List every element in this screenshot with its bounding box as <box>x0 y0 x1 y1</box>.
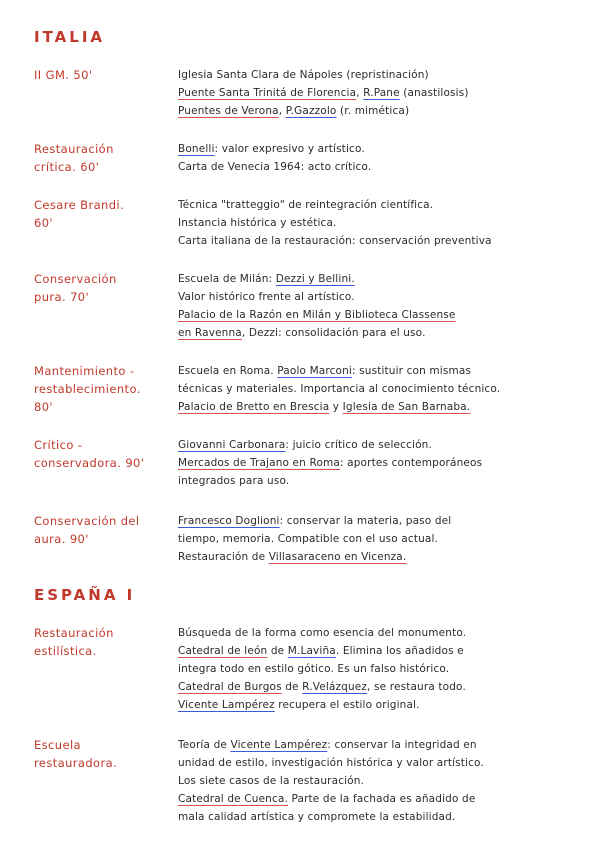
entry-label <box>34 736 164 772</box>
note-text: : valor expresivo y artístico. <box>214 143 365 155</box>
entry-label-line: pura. 70' <box>34 290 90 304</box>
note-text: Técnica "tratteggio" de reintegración científica. <box>178 199 434 211</box>
note-text: , Dezzi: consolidación para el uso. <box>241 327 426 339</box>
note-line <box>178 454 588 472</box>
note-line <box>178 436 588 454</box>
entry-label-line: Restauración <box>34 626 114 640</box>
note-text: Restauración de <box>178 551 269 563</box>
note-line <box>178 512 588 530</box>
underlined-author-text: P.Gazzolo <box>285 105 337 117</box>
note-text: : conservar la materia, paso del <box>279 515 452 527</box>
entry-body <box>178 512 588 566</box>
note-text: Valor histórico frente al artístico. <box>178 291 355 303</box>
note-line <box>178 398 588 416</box>
note-text: , <box>278 105 286 117</box>
underlined-author-text: Dezzi y Bellini. <box>275 273 355 285</box>
note-line <box>178 288 588 306</box>
entry-body <box>178 436 588 490</box>
entry-body <box>178 624 588 714</box>
note-line <box>178 530 588 548</box>
underlined-author-text: Francesco Doglioni <box>178 515 280 527</box>
underlined-work-text: Catedral de león <box>178 645 268 657</box>
note-line <box>178 808 588 826</box>
note-line <box>178 472 588 490</box>
underlined-author-text: M.Laviña <box>287 645 336 657</box>
entry-body <box>178 270 588 342</box>
entry-label-line: crítica. 60' <box>34 160 100 174</box>
note-line <box>178 790 588 808</box>
entry-label <box>34 66 164 84</box>
note-text: de <box>281 681 303 693</box>
note-line <box>178 158 588 176</box>
entry-label-line: estilística. <box>34 644 97 658</box>
note-line <box>178 362 588 380</box>
entry-label-line: conservadora. 90' <box>34 456 145 470</box>
note-line <box>178 270 588 288</box>
entry-label-line: Restauración <box>34 142 114 156</box>
entry-label-line: 60' <box>34 216 53 230</box>
note-text: técnicas y materiales. Importancia al conocimiento técnico. <box>178 383 501 395</box>
note-text: tiempo, memoria. Compatible con el uso actual. <box>178 533 439 545</box>
note-text: unidad de estilo, investigación histórica y valor artístico. <box>178 757 484 769</box>
note-line <box>178 66 588 84</box>
note-line <box>178 214 588 232</box>
note-text: , se restaura todo. <box>367 681 466 693</box>
note-text: integra todo en estilo gótico. Es un falso histórico. <box>178 663 450 675</box>
note-line <box>178 84 588 102</box>
note-line <box>178 642 588 660</box>
note-text: Búsqueda de la forma como esencia del monumento. <box>178 627 467 639</box>
note-text: Carta italiana de la restauración: conservación preventiva <box>178 235 492 247</box>
underlined-author-text: Vicente Lampérez <box>178 699 275 711</box>
note-line <box>178 678 588 696</box>
underlined-work-text: Catedral de Cuenca. <box>178 793 288 805</box>
entry-label <box>34 436 164 472</box>
entry-label-line: Conservación del <box>34 514 140 528</box>
entry-label-line: Escuela <box>34 738 81 752</box>
note-text: Escuela en Roma. <box>178 365 278 377</box>
note-text: : conservar la integridad en <box>327 739 477 751</box>
underlined-work-text: Puentes de Verona <box>178 105 279 117</box>
note-line <box>178 102 588 120</box>
note-text: (r. mimética) <box>336 105 410 117</box>
note-line <box>178 232 588 250</box>
note-text: de <box>267 645 288 657</box>
note-text: (anastilosis) <box>399 87 469 99</box>
entry-label <box>34 624 164 660</box>
note-text: (repristinación) <box>346 69 429 81</box>
note-line <box>178 548 588 566</box>
note-line <box>178 140 588 158</box>
underlined-author-text: Giovanni Carbonara <box>178 439 286 451</box>
note-line <box>178 696 588 714</box>
note-line <box>178 772 588 790</box>
entry-label <box>34 196 164 232</box>
underlined-author-text: R.Velázquez <box>302 681 368 693</box>
entry-label <box>34 362 164 416</box>
note-text: : sustituir con mismas <box>351 365 472 377</box>
entry-body <box>178 736 588 826</box>
entry-label-line: restablecimiento. <box>34 382 141 396</box>
underlined-work-text: Palacio de Bretto en Brescia <box>178 401 330 413</box>
underlined-author-text: Vicente Lampérez <box>230 739 328 751</box>
entry-label-line: Mantenimiento - <box>34 364 135 378</box>
entry-label-line: II GM. 50' <box>34 68 93 82</box>
entry-body <box>178 140 588 176</box>
underlined-work-text: Mercados de Trajano en Roma <box>178 457 340 469</box>
entry-label-line: restauradora. <box>34 756 118 770</box>
entry-label-line: Cesare Brandi. <box>34 198 125 212</box>
note-text: : juicio crítico de selección. <box>285 439 432 451</box>
note-text: Carta de Venecia 1964: acto crítico. <box>178 161 372 173</box>
entry-body <box>178 362 588 416</box>
underlined-author-text: Bonelli <box>178 143 215 155</box>
underlined-work-text: Palacio de la Razón en Milán y Biblioteca Classense <box>178 309 456 321</box>
note-line <box>178 660 588 678</box>
entry-label-line: Conservación <box>34 272 117 286</box>
entry-label-line: Crítico - <box>34 438 83 452</box>
note-text: Teoría de <box>178 739 231 751</box>
section-heading-italia: ITALIA <box>34 28 106 46</box>
note-text: . Elimina los añadidos e <box>335 645 464 657</box>
note-text: Iglesia Santa Clara de Nápoles <box>178 69 347 81</box>
note-line <box>178 736 588 754</box>
note-text: mala calidad artística y compromete la estabilidad. <box>178 811 456 823</box>
underlined-work-text: Villasaraceno en Vicenza. <box>268 551 407 563</box>
entry-body <box>178 196 588 250</box>
underlined-author-text: Paolo Marconi <box>277 365 352 377</box>
note-text: , <box>356 87 364 99</box>
note-text: integrados para uso. <box>178 475 290 487</box>
entry-label-line: 80' <box>34 400 53 414</box>
entry-body <box>178 66 588 120</box>
entry-label <box>34 270 164 306</box>
note-line <box>178 324 588 342</box>
note-line <box>178 380 588 398</box>
entry-label <box>34 140 164 176</box>
entry-label <box>34 512 164 548</box>
underlined-work-text: en Ravenna <box>178 327 242 339</box>
underlined-work-text: Iglesia de San Barnaba. <box>342 401 471 413</box>
section-heading-espana: ESPAÑA I <box>34 586 136 604</box>
note-text: Parte de la fachada es añadido de <box>287 793 476 805</box>
underlined-work-text: Catedral de Burgos <box>178 681 282 693</box>
note-line <box>178 624 588 642</box>
underlined-work-text: Puente Santa Trinitá de Florencia <box>178 87 357 99</box>
note-text: Los siete casos de la restauración. <box>178 775 365 787</box>
underlined-author-text: R.Pane <box>363 87 400 99</box>
note-line <box>178 754 588 772</box>
note-text: Instancia histórica y estética. <box>178 217 337 229</box>
note-text: recupera el estilo original. <box>274 699 420 711</box>
note-text: : aportes contemporáneos <box>339 457 483 469</box>
note-text: Escuela de Milán: <box>178 273 276 285</box>
entry-label-line: aura. 90' <box>34 532 89 546</box>
note-line <box>178 306 588 324</box>
note-text: y <box>329 401 343 413</box>
note-line <box>178 196 588 214</box>
